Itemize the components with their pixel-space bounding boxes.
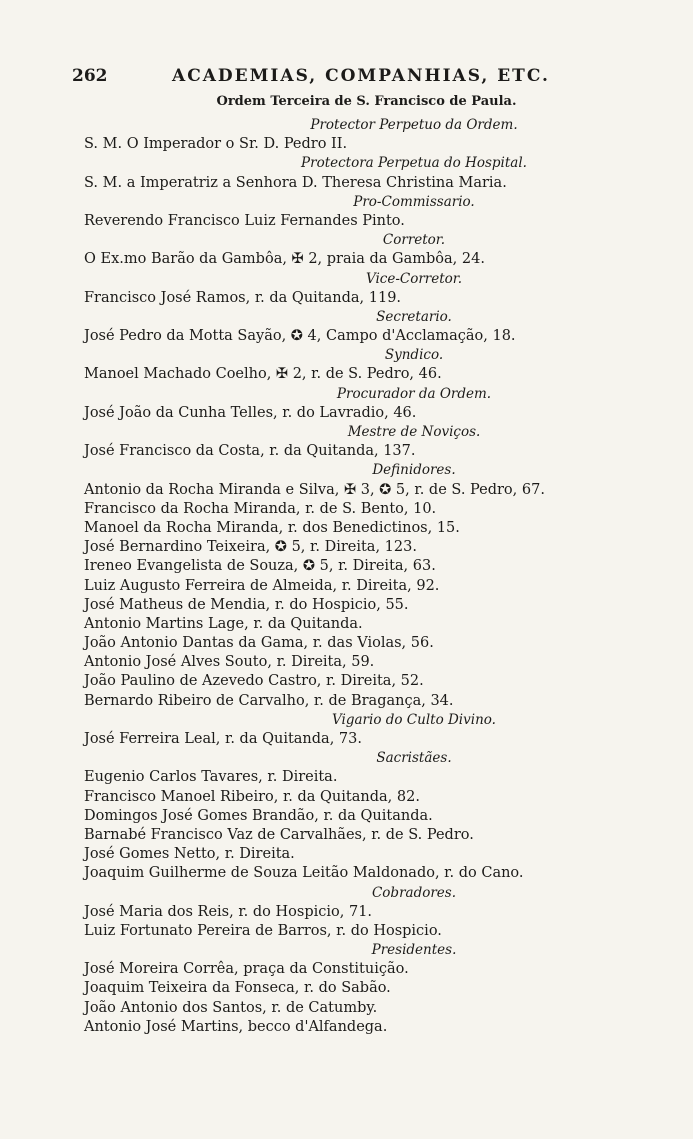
member-entry: Reverendo Francisco Luiz Fernandes Pinto.: [84, 212, 405, 229]
office-heading: Presidentes.: [371, 942, 457, 959]
member-entry: José Pedro da Motta Sayão, ✪ 4, Campo d'Acclamação, 18.: [84, 328, 516, 345]
member-entry: José João da Cunha Telles, r. do Lavradio, 46.: [84, 404, 417, 421]
member-entry: Bernardo Ribeiro de Carvalho, r. de Bragança, 34.: [84, 692, 454, 709]
member-entry: José Francisco da Costa, r. da Quitanda, 137.: [84, 443, 416, 460]
member-entry: Antonio José Alves Souto, r. Direita, 59.: [84, 654, 375, 671]
member-entry: Francisco da Rocha Miranda, r. de S. Bento, 10.: [84, 500, 437, 517]
office-heading: Procurador da Ordem.: [336, 385, 492, 402]
member-entry: Antonio José Martins, becco d'Alfandega.: [84, 1018, 388, 1035]
office-heading: Protector Perpetuo da Ordem.: [310, 117, 518, 133]
member-entry: Joaquim Teixeira da Fonseca, r. do Sabão.: [84, 980, 391, 997]
member-entry: Francisco José Ramos, r. da Quitanda, 119.: [84, 289, 402, 306]
member-entry: João Antonio dos Santos, r. de Catumby.: [84, 999, 378, 1016]
member-entry: O Ex.mo Barão da Gambôa, ✠ 2, praia da Gambôa, 24.: [84, 251, 485, 268]
office-heading: Mestre de Noviços.: [347, 424, 481, 440]
page-header: [72, 66, 632, 92]
office-heading: Sacristães.: [376, 750, 452, 767]
directory-listing: [84, 116, 684, 1037]
member-entry: S. M. a Imperatriz a Senhora D. Theresa Christina Maria.: [84, 174, 507, 191]
member-entry: Ireneo Evangelista de Souza, ✪ 5, r. Direita, 63.: [84, 558, 436, 575]
member-entry: Joaquim Guilherme de Souza Leitão Maldonado, r. do Cano.: [84, 865, 524, 882]
member-entry: Luiz Fortunato Pereira de Barros, r. do Hospicio.: [84, 922, 442, 939]
member-entry: S. M. O Imperador o Sr. D. Pedro II.: [84, 136, 348, 153]
office-heading: Syndico.: [384, 347, 444, 364]
office-heading: Pro-Commissario.: [353, 193, 475, 210]
office-heading: Protectora Perpetua do Hospital.: [301, 155, 527, 172]
member-entry: Luiz Augusto Ferreira de Almeida, r. Direita, 92.: [84, 577, 440, 594]
member-entry: Eugenio Carlos Tavares, r. Direita.: [84, 769, 338, 786]
member-entry: João Paulino de Azevedo Castro, r. Direita, 52.: [84, 673, 424, 690]
member-entry: Antonio da Rocha Miranda e Silva, ✠ 3, ✪ 5, r. de S. Pedro, 67.: [84, 481, 545, 498]
office-heading: Corretor.: [382, 232, 446, 249]
member-entry: José Bernardino Teixeira, ✪ 5, r. Direita, 123.: [84, 539, 417, 556]
member-entry: Antonio Martins Lage, r. da Quitanda.: [84, 615, 363, 632]
member-entry: Domingos José Gomes Brandão, r. da Quitanda.: [84, 807, 433, 824]
member-entry: José Ferreira Leal, r. da Quitanda, 73.: [84, 731, 362, 747]
section-subtitle: Ordem Terceira de S. Francisco de Paula.: [216, 94, 517, 109]
office-heading: Vice-Corretor.: [365, 270, 463, 287]
page-number: 262: [72, 66, 108, 86]
member-entry: Manoel da Rocha Miranda, r. dos Benedictinos, 15.: [84, 519, 460, 536]
member-entry: José Matheus de Mendia, r. do Hospicio, 55.: [84, 596, 409, 613]
office-heading: Cobradores.: [371, 884, 457, 901]
member-entry: Francisco Manoel Ribeiro, r. da Quitanda, 82.: [84, 788, 420, 805]
member-entry: Barnabé Francisco Vaz de Carvalhães, r. de S. Pedro.: [84, 826, 474, 843]
office-heading: Definidores.: [372, 462, 456, 479]
member-entry: José Gomes Netto, r. Direita.: [84, 846, 295, 863]
member-entry: José Moreira Corrêa, praça da Constituição.: [84, 961, 409, 978]
office-heading: Vigario do Culto Divino.: [332, 711, 496, 728]
running-title: ACADEMIAS, COMPANHIAS, ETC.: [172, 66, 550, 86]
member-entry: João Antonio Dantas da Gama, r. das Violas, 56.: [84, 635, 434, 652]
member-entry: José Maria dos Reis, r. do Hospicio, 71.: [84, 903, 373, 920]
member-entry: Manoel Machado Coelho, ✠ 2, r. de S. Pedro, 46.: [84, 366, 442, 383]
office-heading: Secretario.: [376, 308, 452, 325]
